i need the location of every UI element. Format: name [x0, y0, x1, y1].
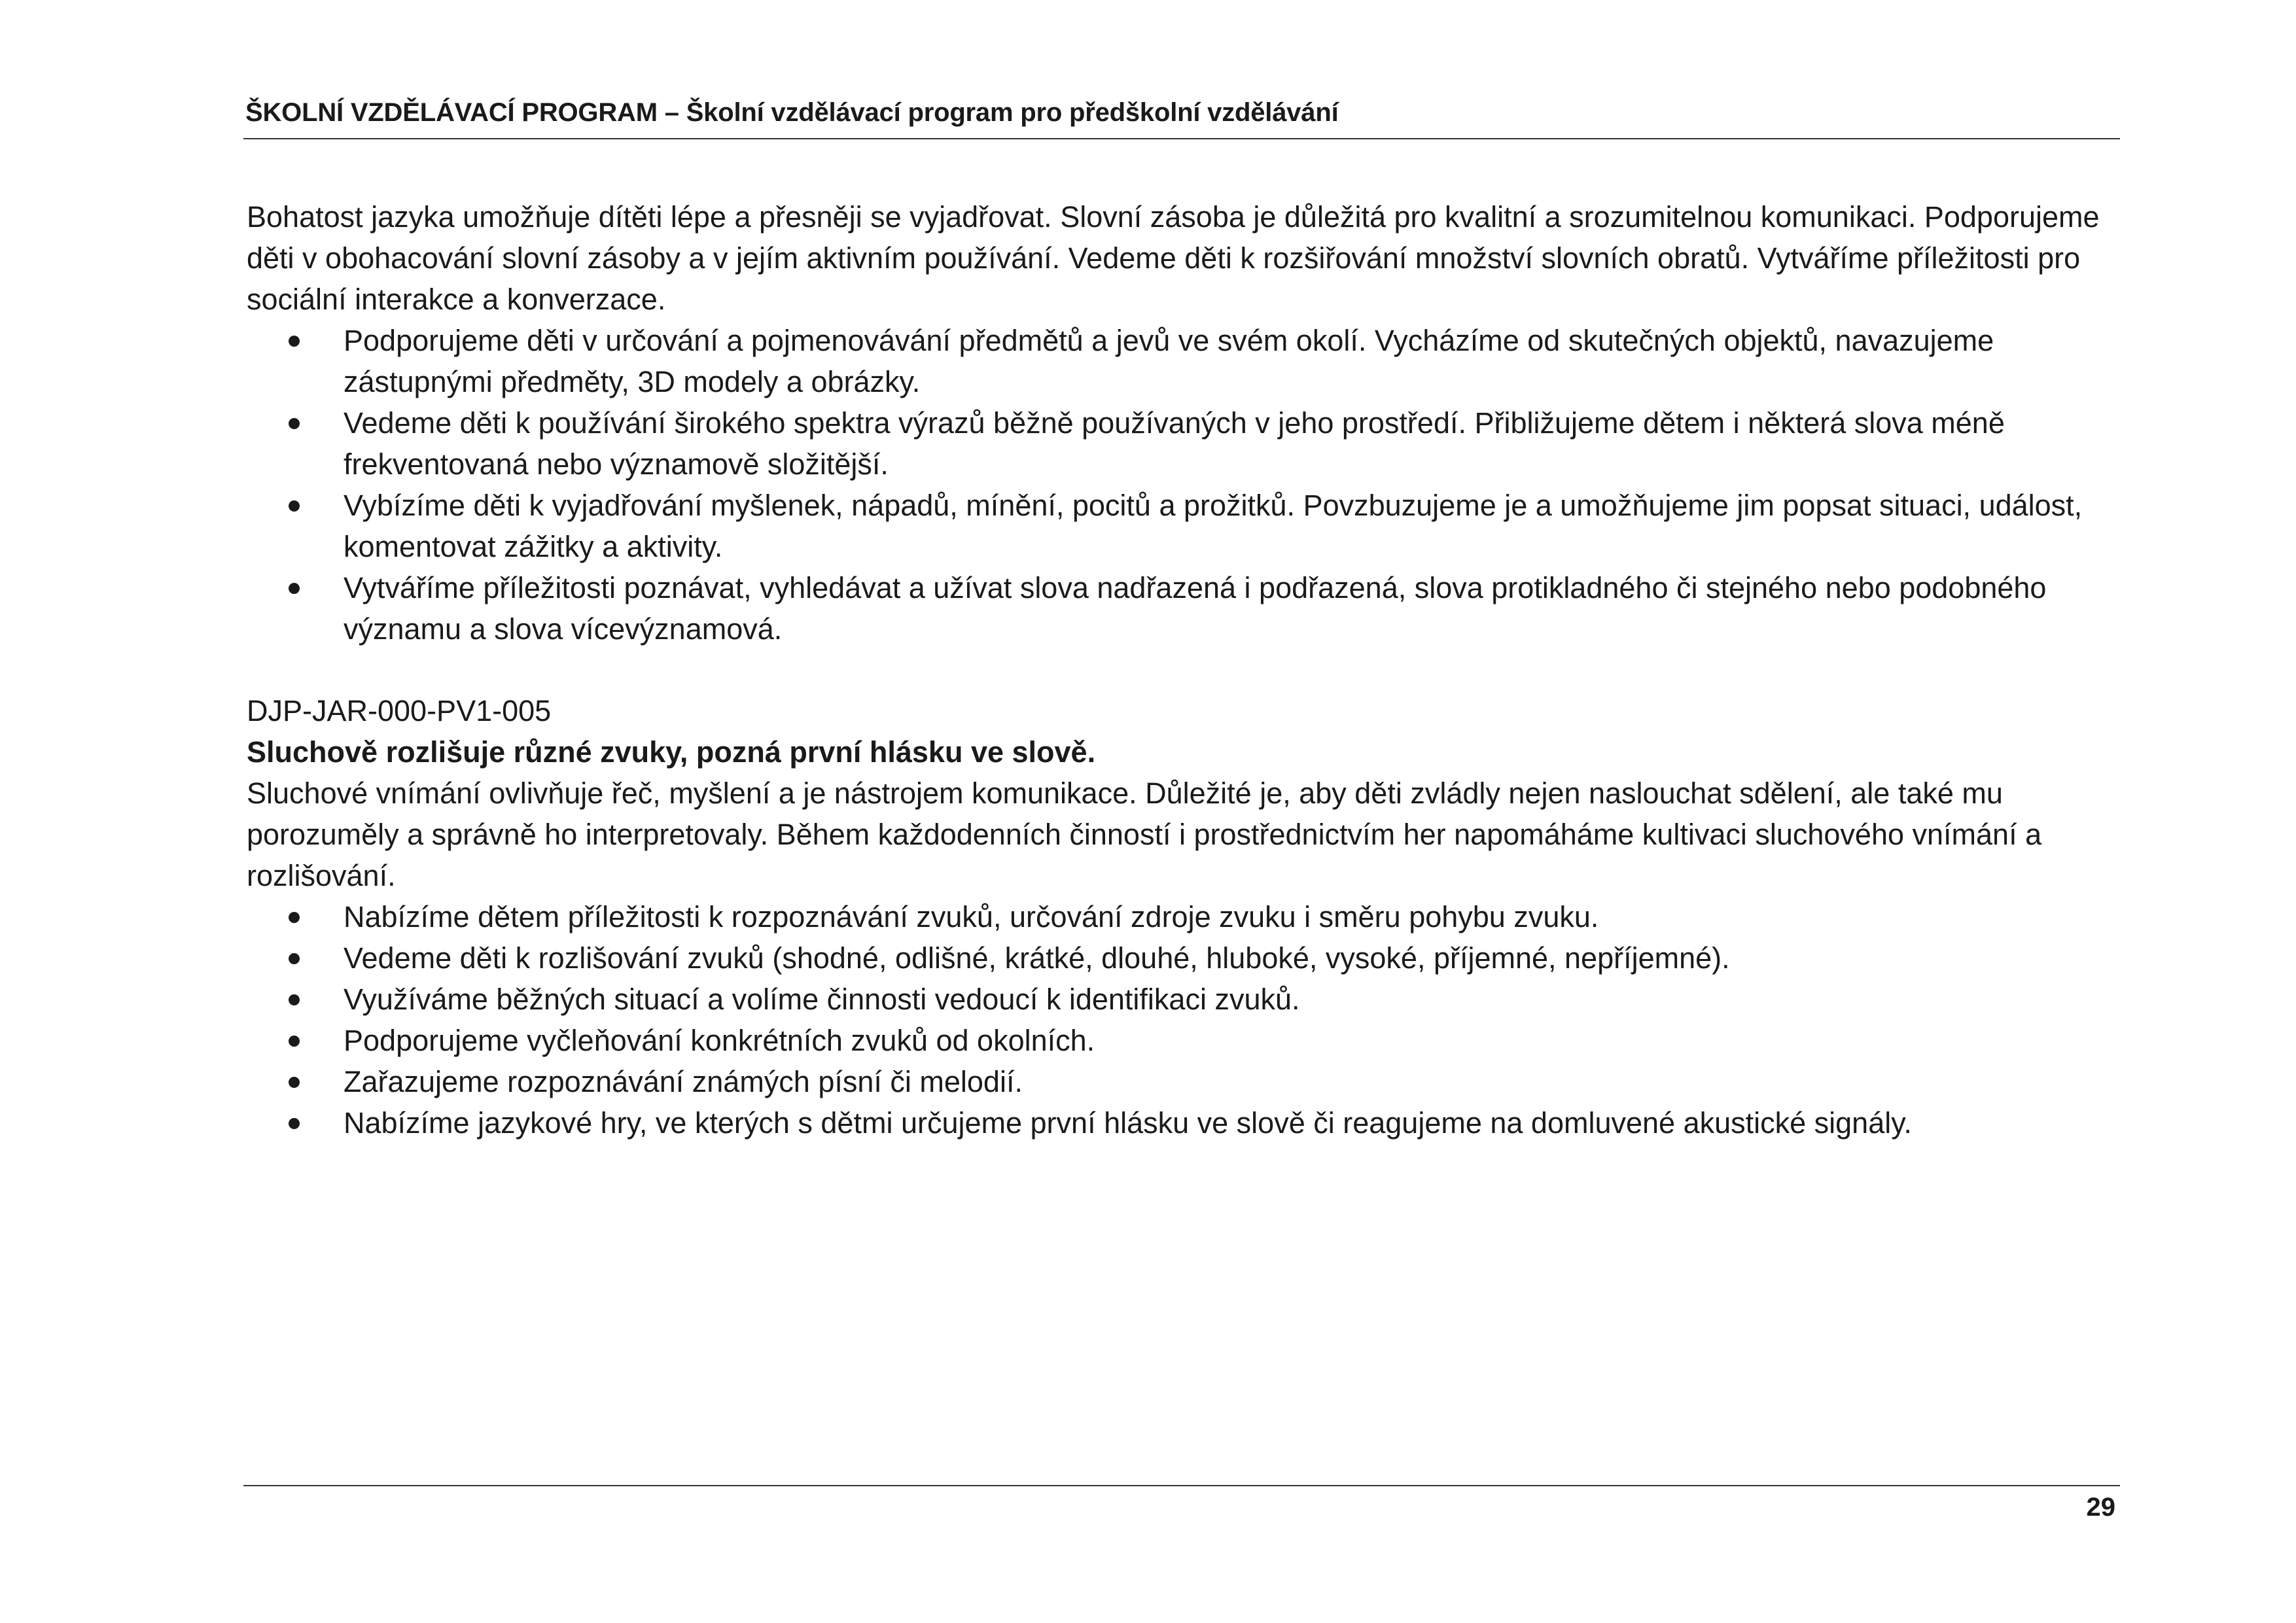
header-divider: [243, 138, 2120, 139]
section1-bullet-list: [247, 320, 2118, 650]
list-item: Nabízíme dětem příležitosti k rozpoznávání zvuků, určování zdroje zvuku i směru pohybu zvuku.: [344, 896, 2118, 937]
section2-title: Sluchově rozlišuje různé zvuky, pozná první hlásku ve slově.: [247, 735, 1096, 769]
list-item: Využíváme běžných situací a volíme činnosti vedoucí k identifikaci zvuků.: [344, 979, 2118, 1020]
footer-divider: [243, 1485, 2120, 1486]
section2-bullet-list: [247, 896, 2118, 1143]
list-item: Vedeme děti k používání širokého spektra výrazů běžně používaných v jeho prostředí. Přibližujeme dětem i některá slova méně frekventovaná nebo významově složitější.: [344, 402, 2118, 485]
section2-code: DJP-JAR-000-PV1-005: [247, 694, 552, 727]
list-item: Zařazujeme rozpoznávání známých písní či melodií.: [344, 1061, 2118, 1102]
list-item: Podporujeme děti v určování a pojmenovávání předmětů a jevů ve svém okolí. Vycházíme od skutečných objektů, navazujeme zástupnými předměty, 3D modely a obrázky.: [344, 320, 2118, 402]
list-item: Vybízíme děti k vyjadřování myšlenek, nápadů, mínění, pocitů a prožitků. Povzbuzujeme je a umožňujeme jim popsat situaci, událost, komentovat zážitky a aktivity.: [344, 485, 2118, 567]
list-item: Podporujeme vyčleňování konkrétních zvuků od okolních.: [344, 1020, 2118, 1061]
list-item: Vytváříme příležitosti poznávat, vyhledávat a užívat slova nadřazená i podřazená, slova protikladného či stejného nebo podobného významu a slova vícevýznamová.: [344, 567, 2118, 650]
page-number: 29: [2086, 1493, 2115, 1522]
page-content: [247, 196, 2118, 1184]
section1-intro-paragraph: Bohatost jazyka umožňuje dítěti lépe a přesněji se vyjadřovat. Slovní zásoba je důležitá pro kvalitní a srozumitelnou komunikaci. Podporujeme děti v obohacování slovní zásoby a v jejím aktivním používání. Vedeme děti k rozšiřování množství slovních obratů. Vytváříme příležitosti pro sociální interakce a konverzace.: [247, 200, 2100, 316]
list-item: Vedeme děti k rozlišování zvuků (shodné, odlišné, krátké, dlouhé, hluboké, vysoké, příjemné, nepříjemné).: [344, 937, 2118, 979]
list-item: Nabízíme jazykové hry, ve kterých s dětmi určujeme první hlásku ve slově či reagujeme na domluvené akustické signály.: [344, 1102, 2118, 1143]
section2-intro-paragraph: Sluchové vnímání ovlivňuje řeč, myšlení a je nástrojem komunikace. Důležité je, aby děti zvládly nejen naslouchat sdělení, ale také mu porozuměly a správně ho interpretovaly. Během každodenních činností i prostřednictvím her napomáháme kultivaci sluchového vnímání a rozlišování.: [247, 777, 2042, 892]
document-header-title: ŠKOLNÍ VZDĚLÁVACÍ PROGRAM – Školní vzdělávací program pro předškolní vzdělávání: [245, 98, 1339, 127]
